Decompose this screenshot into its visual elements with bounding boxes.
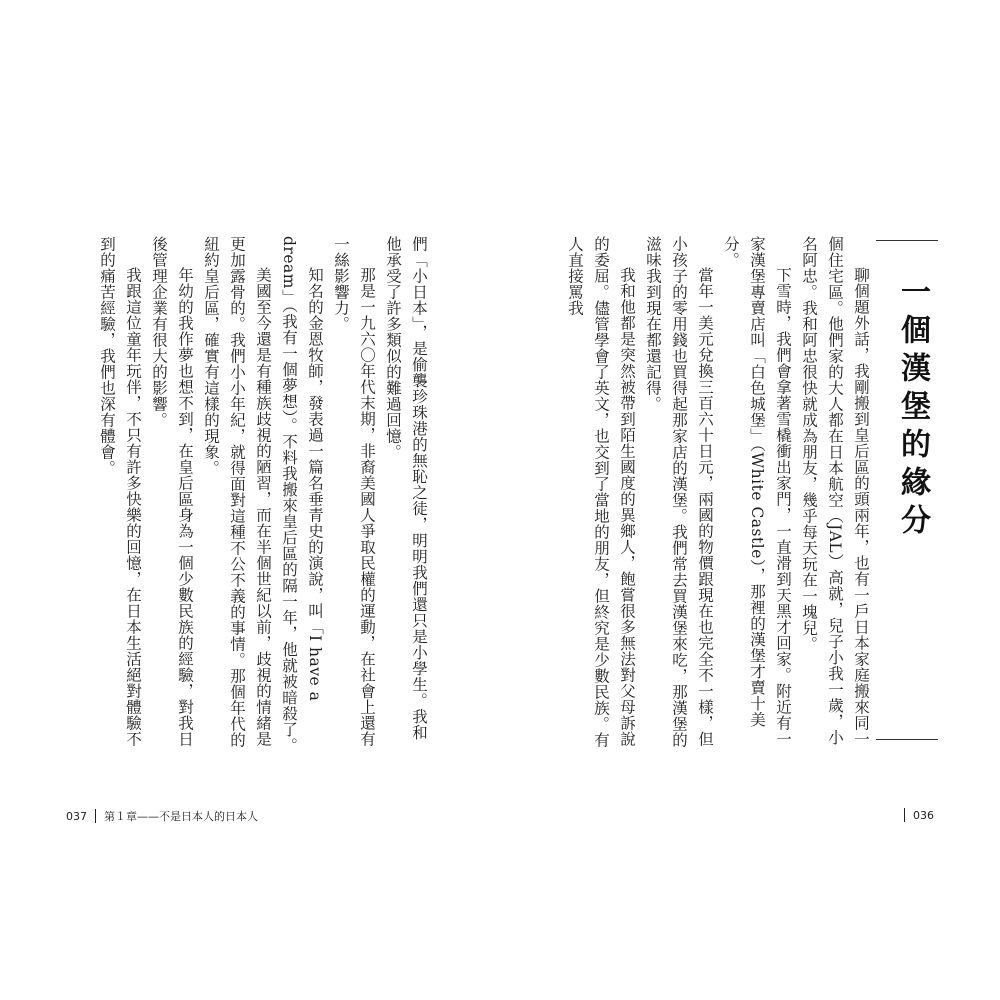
paragraph: 美國至今還是有種族歧視的陋習，而在半個世紀以前，歧視的情緒是更加露骨的。我們小小年紀，就得面對這種不公不義的事情。那個年代的紐約皇后區，確實有這樣的現象。 (202, 236, 272, 748)
right-body-text (562, 236, 874, 756)
footer-divider (904, 808, 905, 822)
left-body-text (94, 236, 432, 756)
paragraph: 那是一九六〇年代末期，非裔美國人爭取民權的運動，在社會上還有一絲影響力。 (332, 236, 376, 747)
title-rule-top (876, 240, 938, 241)
chapter-title: 一個漢堡的緣分 (895, 276, 930, 542)
title-rule-bottom (876, 739, 938, 740)
footer-divider (95, 809, 96, 823)
paragraph: 下雪時，我們會拿著雪橇衝出家門，一直滑到天黑才回家。附近有一家漢堡專賣店叫「白色城堡」（White Castle），那裡的漢堡才賣十美分。 (722, 236, 792, 747)
running-head: 第１章——不是日本人的日本人 (104, 810, 258, 823)
paragraph: 年幼的我作夢也想不到，在皇后區身為一個少數民族的經驗，對我日後管理企業有很大的影響。 (150, 236, 194, 747)
paragraph: 我跟這位童年玩伴，不只有許多快樂的回憶，在日本生活絕對體驗不到的痛苦經驗，我們也深有體會。 (98, 236, 142, 747)
paragraph: 當年一美元兌換三百六十日元，兩國的物價跟現在也完全不一樣，但小孩子的零用錢也買得起那家店的漢堡。我們常去買漢堡來吃，那漢堡的滋味我到現在都還記得。 (644, 236, 714, 748)
paragraph: 聊個題外話，我剛搬到皇后區的頭兩年，也有一戶日本家庭搬來同一個住宅區。他們家的大人都在日本航空（JAL）高就，兒子小我一歲，小名阿忠。我和阿忠很快就成為朋友，幾乎每天玩在一塊兒。 (800, 236, 870, 747)
right-footer (896, 808, 934, 822)
page-number: 036 (913, 808, 934, 822)
left-footer (66, 808, 258, 824)
paragraph: 我和他都是突然被帶到陌生國度的異鄉人，飽嘗很多無法對父母訴說的委屈。儘管學會了英文，也交到了當地的朋友，但終究是少數民族。有人直接罵我 (566, 236, 636, 748)
right-page (500, 0, 1000, 1000)
chapter-title-block (870, 240, 942, 740)
page-number: 037 (66, 809, 87, 823)
paragraph: 知名的金恩牧師，發表過一篇名垂青史的演說，叫「I have a dream」（我有一個夢想）。不料我搬來皇后區的隔一年，他就被暗殺了。 (280, 236, 324, 754)
paragraph: 們「小日本」，是偷襲珍珠港的無恥之徒，明明我們還只是小學生。我和他承受了許多類似的難過回憶。 (384, 236, 428, 741)
